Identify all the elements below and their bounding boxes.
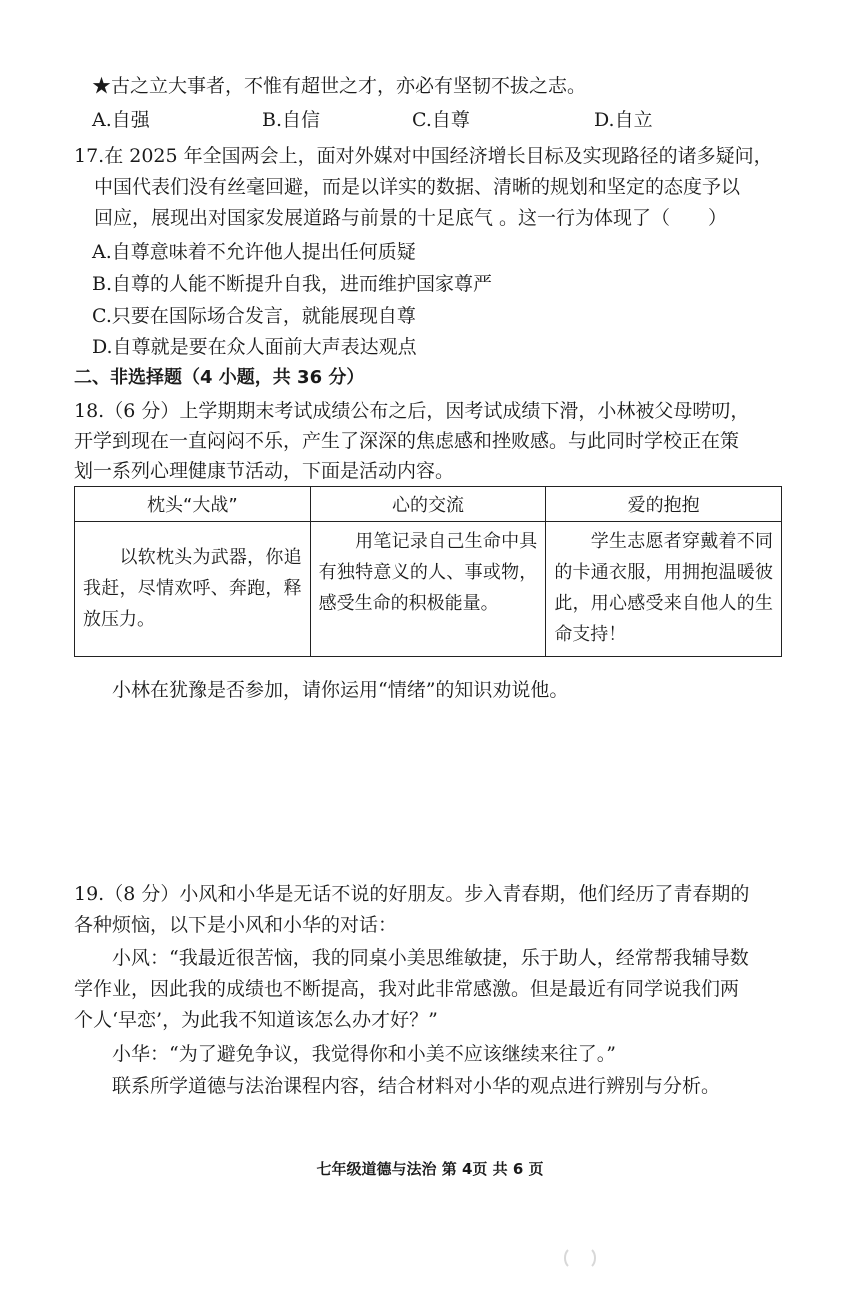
q17-option-c: C.只要在国际场合发言，就能展现自尊: [92, 305, 416, 327]
activity-header-hug: 爱的抱抱: [546, 487, 782, 522]
q19-question: 联系所学道德与法治课程内容，结合材料对小华的观点进行辨别与分析。: [112, 1075, 721, 1097]
q19-stem-line-1: 19.（8 分）小风和小华是无话不说的好朋友。步入青春期，他们经历了青春期的: [74, 883, 750, 905]
activity-cell-hug: 学生志愿者穿戴着不同的卡通衣服，用拥抱温暖彼此，用心感受来自他人的生命支持！: [546, 522, 782, 657]
q16-option-c: C.自尊: [412, 109, 470, 131]
activity-cell-heart-exchange: 用笔记录自己生命中具有独特意义的人、事或物，感受生命的积极能量。: [310, 522, 546, 657]
q17-stem-line-2: 中国代表们没有丝毫回避，而是以详实的数据、清晰的规划和坚定的态度予以: [94, 176, 741, 198]
q17-option-b: B.自尊的人能不断提升自我，进而维护国家尊严: [92, 273, 493, 295]
activity-table-header-row: [75, 487, 782, 522]
q18-stem-line-1: 18.（6 分）上学期期末考试成绩公布之后，因考试成绩下滑，小林被父母唠叨，: [74, 400, 750, 422]
q16-quote: ★古之立大事者，不惟有超世之才，亦必有坚韧不拔之志。: [92, 75, 587, 97]
page-footer: 七年级道德与法治 第 4页 共 6 页: [316, 1160, 544, 1178]
q18-prompt: 小林在犹豫是否参加，请你运用“情绪”的知识劝说他。: [112, 679, 569, 701]
q19-dialogue-line-2: 学作业，因此我的成绩也不断提高，我对此非常感激。但是最近有同学说我们两: [74, 978, 740, 1000]
q16-option-d: D.自立: [594, 109, 653, 131]
activity-header-pillow-fight: 枕头“大战”: [75, 487, 311, 522]
q16-option-b: B.自信: [262, 109, 321, 131]
q19-stem-line-2: 各种烦恼，以下是小风和小华的对话：: [74, 914, 398, 936]
activity-cell-pillow-fight: 以软枕头为武器，你追我赶，尽情欢呼、奔跑，释放压力。: [75, 522, 311, 657]
q19-dialogue-line-3: 个人‘早恋’，为此我不知道该怎么办才好？”: [74, 1009, 438, 1031]
q19-dialogue-line-1: 小风：“我最近很苦恼，我的同桌小美思维敏捷，乐于助人，经常帮我辅导数: [112, 947, 749, 969]
q17-option-a: A.自尊意味着不允许他人提出任何质疑: [92, 241, 416, 263]
activity-table: [74, 486, 782, 657]
q18-stem-line-2: 开学到现在一直闷闷不乐，产生了深深的焦虑感和挫败感。与此同时学校正在策: [74, 430, 740, 452]
q16-option-a: A.自强: [92, 109, 150, 131]
q17-stem-line-3: 回应，展现出对国家发展道路与前景的十足底气 。这一行为体现了（ ）: [94, 207, 728, 229]
scan-mark-icon: [562, 1244, 602, 1272]
q17-stem-line-1: 17.在 2025 年全国两会上，面对外媒对中国经济增长目标及实现路径的诸多疑问，: [74, 145, 773, 167]
section-2-title: 二、非选择题（4 小题，共 36 分）: [74, 367, 365, 388]
q18-stem-line-3: 划一系列心理健康节活动，下面是活动内容。: [74, 460, 455, 482]
q19-dialogue-line-4: 小华：“为了避免争议，我觉得你和小美不应该继续来往了。”: [112, 1043, 616, 1065]
activity-table-row: [75, 522, 782, 657]
activity-header-heart-exchange: 心的交流: [310, 487, 546, 522]
q17-option-d: D.自尊就是要在众人面前大声表达观点: [92, 336, 417, 358]
